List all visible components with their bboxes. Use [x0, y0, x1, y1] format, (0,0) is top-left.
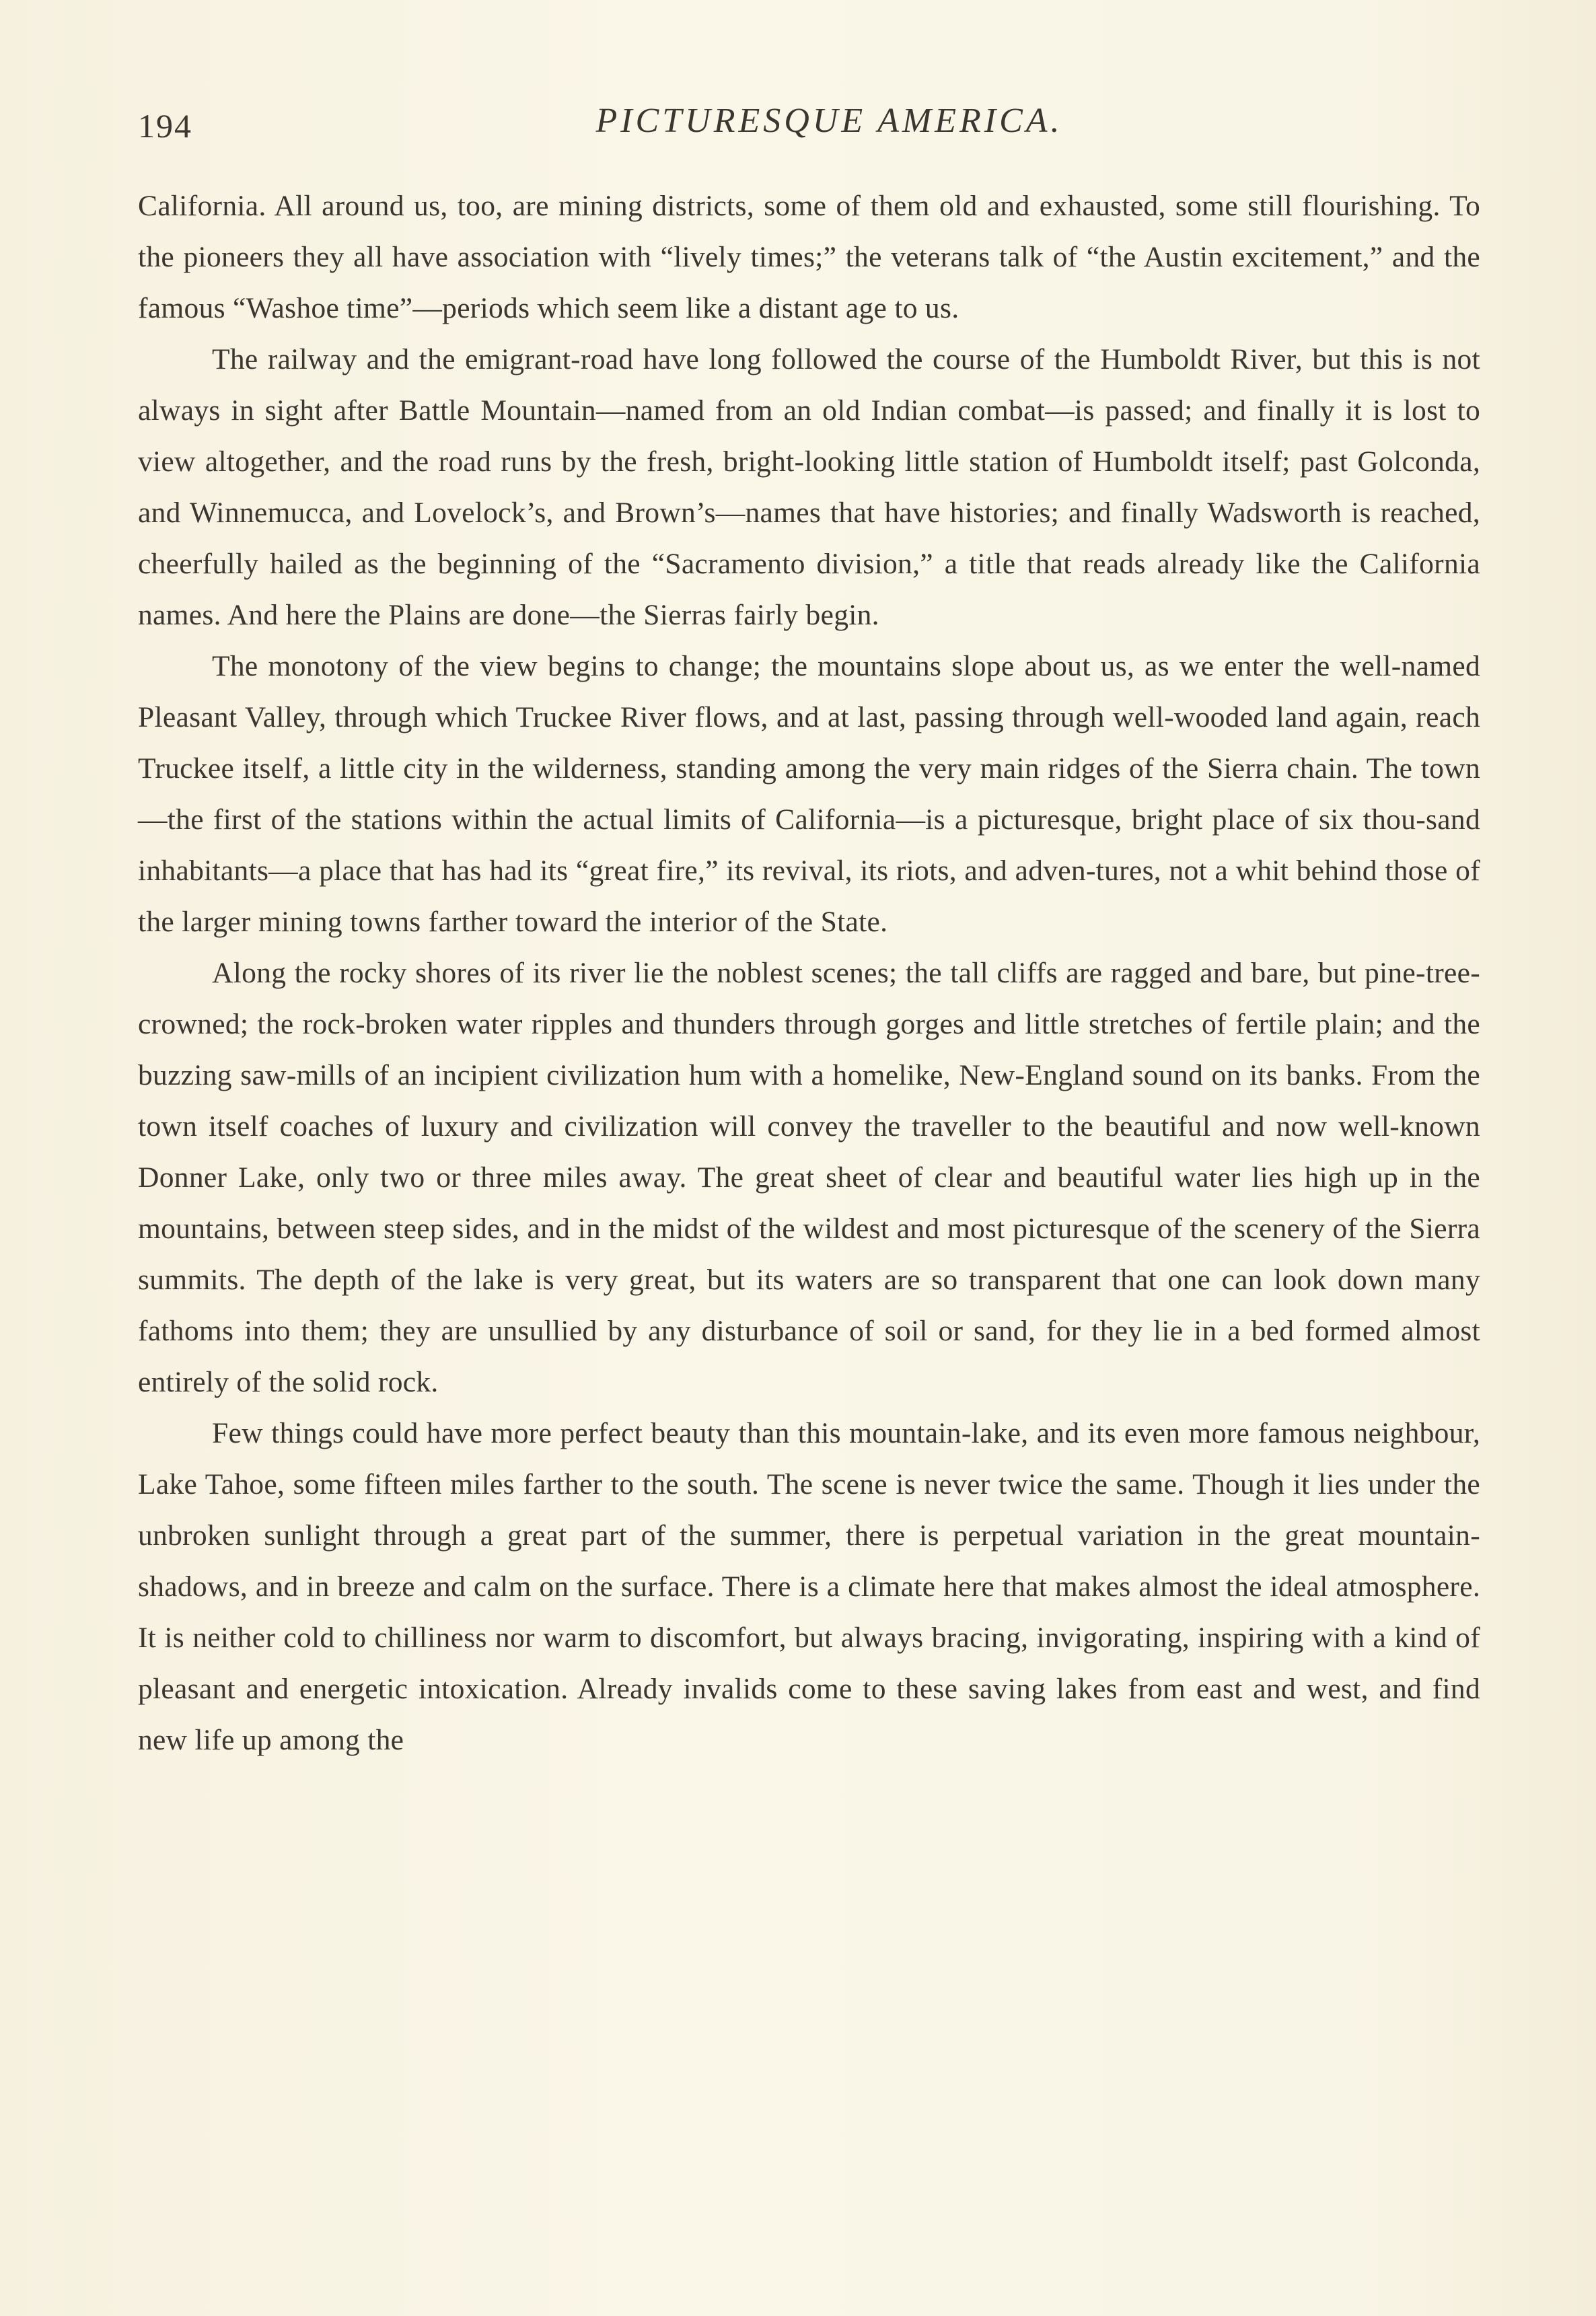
page-number: 194 — [138, 107, 192, 145]
paragraph-lake-tahoe: Few things could have more perfect beauty than this mountain-lake, and its even more famous neighbour, Lake Tahoe, some fifteen miles farther to the south. The scene is never twice the same. Though it lies under the unbroken sunlight through a great part of the summer, there is perpetual variation in the great mountain-shadows, and in breeze and calm on the surface. There is a climate here that makes almost the ideal atmosphere. It is neither cold to chilliness nor warm to discomfort, but always bracing, invigorating, inspiring with a kind of pleasant and energetic intoxication. Already invalids come to these saving lakes from east and west, and find new life up among the — [138, 1417, 1480, 1756]
body-text — [138, 180, 1480, 1766]
running-head — [138, 101, 1480, 161]
running-title: PICTURESQUE AMERICA. — [595, 102, 1063, 140]
paragraph-truckee: The monotony of the view begins to change; the mountains slope about us, as we enter the well-named Pleasant Valley, through which Truckee River flows, and at last, passing through well-wooded land again, reach Truckee itself, a little city in the wilderness, standing among the very main ridges of the Sierra chain. The town—the first of the stations within the actual limits of California—is a picturesque, bright place of six thou-sand inhabitants—a place that has had its “great fire,” its revival, its riots, and adven-tures, not a whit behind those of the larger mining towns farther toward the interior of the State. — [138, 650, 1480, 938]
paragraph-humboldt-river: The railway and the emigrant-road have long followed the course of the Humboldt River, but this is not always in sight after Battle Mountain—named from an old Indian combat—is passed; and finally it is lost to view altogether, and the road runs by the fresh, bright-looking little station of Humboldt itself; past Golconda, and Winnemucca, and Lovelock’s, and Brown’s—names that have histories; and finally Wadsworth is reached, cheerfully hailed as the beginning of the “Sacramento division,” a title that reads already like the California names. And here the Plains are done—the Sierras fairly begin. — [138, 343, 1480, 631]
paragraph-continued: California. All around us, too, are mining districts, some of them old and exhausted, some still flourishing. To the pioneers they all have association with “lively times;” the veterans talk of “the Austin excitement,” and the famous “Washoe time”—periods which seem like a distant age to us. — [138, 190, 1480, 324]
paragraph-donner-lake: Along the rocky shores of its river lie the noblest scenes; the tall cliffs are ragged and bare, but pine-tree-crowned; the rock-broken water ripples and thunders through gorges and little stretches of fertile plain; and the buzzing saw-mills of an incipient civilization hum with a homelike, New-England sound on its banks. From the town itself coaches of luxury and civilization will convey the traveller to the beautiful and now well-known Donner Lake, only two or three miles away. The great sheet of clear and beautiful water lies high up in the mountains, between steep sides, and in the midst of the wildest and most picturesque of the scenery of the Sierra summits. The depth of the lake is very great, but its waters are so transparent that one can look down many fathoms into them; they are unsullied by any disturbance of soil or sand, for they lie in a bed formed almost entirely of the solid rock. — [138, 957, 1480, 1398]
